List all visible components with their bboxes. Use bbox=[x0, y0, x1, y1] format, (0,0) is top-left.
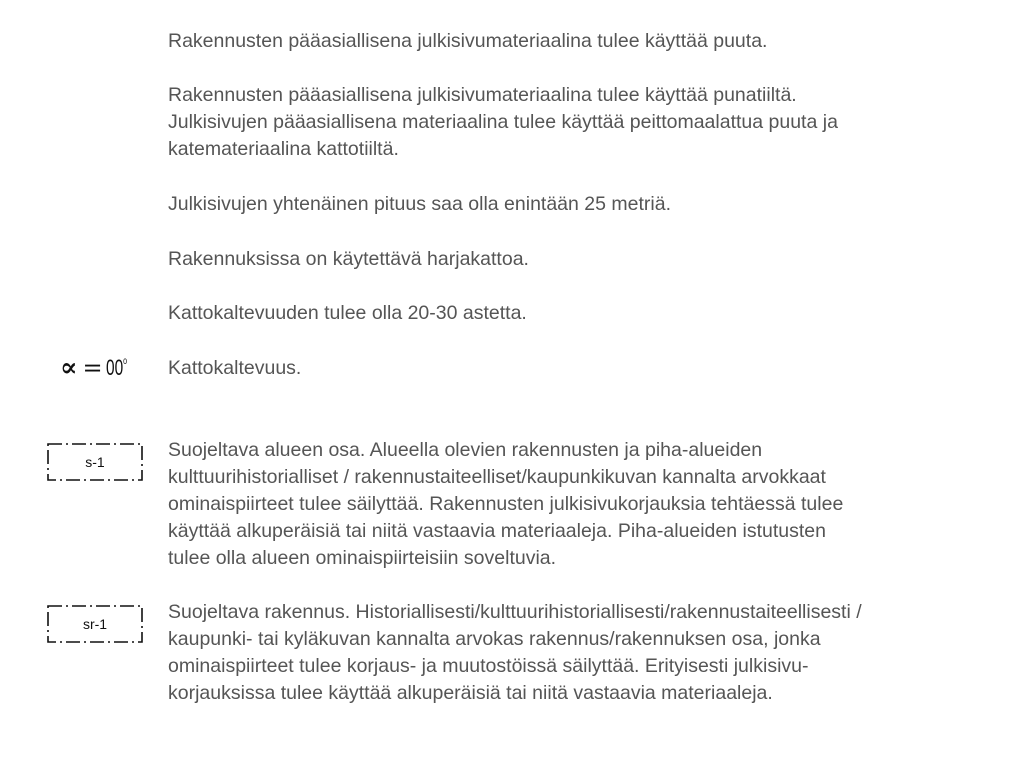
roof-pitch-number: 00 bbox=[105, 355, 123, 380]
regulation-gable-roof-text: Rakennuksissa on käytettävä harjakattoa. bbox=[168, 248, 529, 270]
description-line: Suojeltava rakennus. Historiallisesti/kulttuurihistoriallisesti/rakennustaiteellisesti / bbox=[168, 601, 862, 623]
equals-sign: = bbox=[82, 354, 103, 382]
roof-pitch-label bbox=[168, 355, 998, 382]
description-line: tulee olla alueen ominaispiirteisiin soveltuvia. bbox=[168, 547, 557, 569]
protected-building-code: sr-1 bbox=[82, 616, 108, 632]
roof-pitch-value bbox=[106, 357, 127, 379]
regulation-wood-facade-text: Rakennusten pääasiallisena julkisivumateriaalina tulee käyttää puuta. bbox=[168, 30, 768, 52]
alpha-icon: ∝ bbox=[60, 353, 78, 383]
protected-area-code: s-1 bbox=[85, 454, 105, 470]
regulation-wood-facade bbox=[168, 28, 998, 55]
regulation-line: Julkisivujen pääasiallisena materiaalina tulee käyttää peittomaalattua puuta ja bbox=[168, 111, 838, 133]
description-line: ominaispiirteet tulee säilyttää. Rakennusten julkisivukorjauksia tehtäessä tulee bbox=[168, 493, 844, 515]
protected-building-description bbox=[168, 599, 998, 707]
description-line: korjauksissa tulee käyttää alkuperäisiä tai niitä vastaavia materiaaleja. bbox=[168, 682, 773, 704]
description-line: käyttää alkuperäisiä tai niitä vastaavia materiaaleja. Piha-alueiden istutusten bbox=[168, 520, 826, 542]
regulation-brick-facade bbox=[168, 82, 998, 163]
protected-area-symbol bbox=[46, 442, 144, 482]
regulation-gable-roof bbox=[168, 246, 998, 273]
description-line: ominaispiirteet tulee korjaus- ja muutostöissä säilyttää. Erityisesti julkisivu- bbox=[168, 655, 809, 677]
roof-pitch-symbol bbox=[60, 354, 136, 382]
degree-mark: o bbox=[122, 356, 127, 367]
description-line: kaupunki- tai kyläkuvan kannalta arvokas rakennus/rakennuksen osa, jonka bbox=[168, 628, 821, 650]
regulation-line: Rakennusten pääasiallisena julkisivumateriaalina tulee käyttää punatiiltä. bbox=[168, 84, 797, 106]
regulation-roof-pitch-range-text: Kattokaltevuuden tulee olla 20-30 astetta. bbox=[168, 302, 527, 324]
description-line: kulttuurihistorialliset / rakennustaiteelliset/kaupunkikuvan kannalta arvokkaat bbox=[168, 466, 826, 488]
regulation-line: katemateriaalina kattotiiltä. bbox=[168, 138, 399, 160]
regulation-facade-length bbox=[168, 191, 998, 218]
protected-area-description bbox=[168, 437, 998, 572]
roof-pitch-label-text: Kattokaltevuus. bbox=[168, 357, 302, 379]
regulation-facade-length-text: Julkisivujen yhtenäinen pituus saa olla enintään 25 metriä. bbox=[168, 193, 671, 215]
regulation-roof-pitch-range bbox=[168, 300, 998, 327]
protected-building-symbol bbox=[46, 604, 144, 644]
description-line: Suojeltava alueen osa. Alueella olevien rakennusten ja piha-alueiden bbox=[168, 439, 763, 461]
